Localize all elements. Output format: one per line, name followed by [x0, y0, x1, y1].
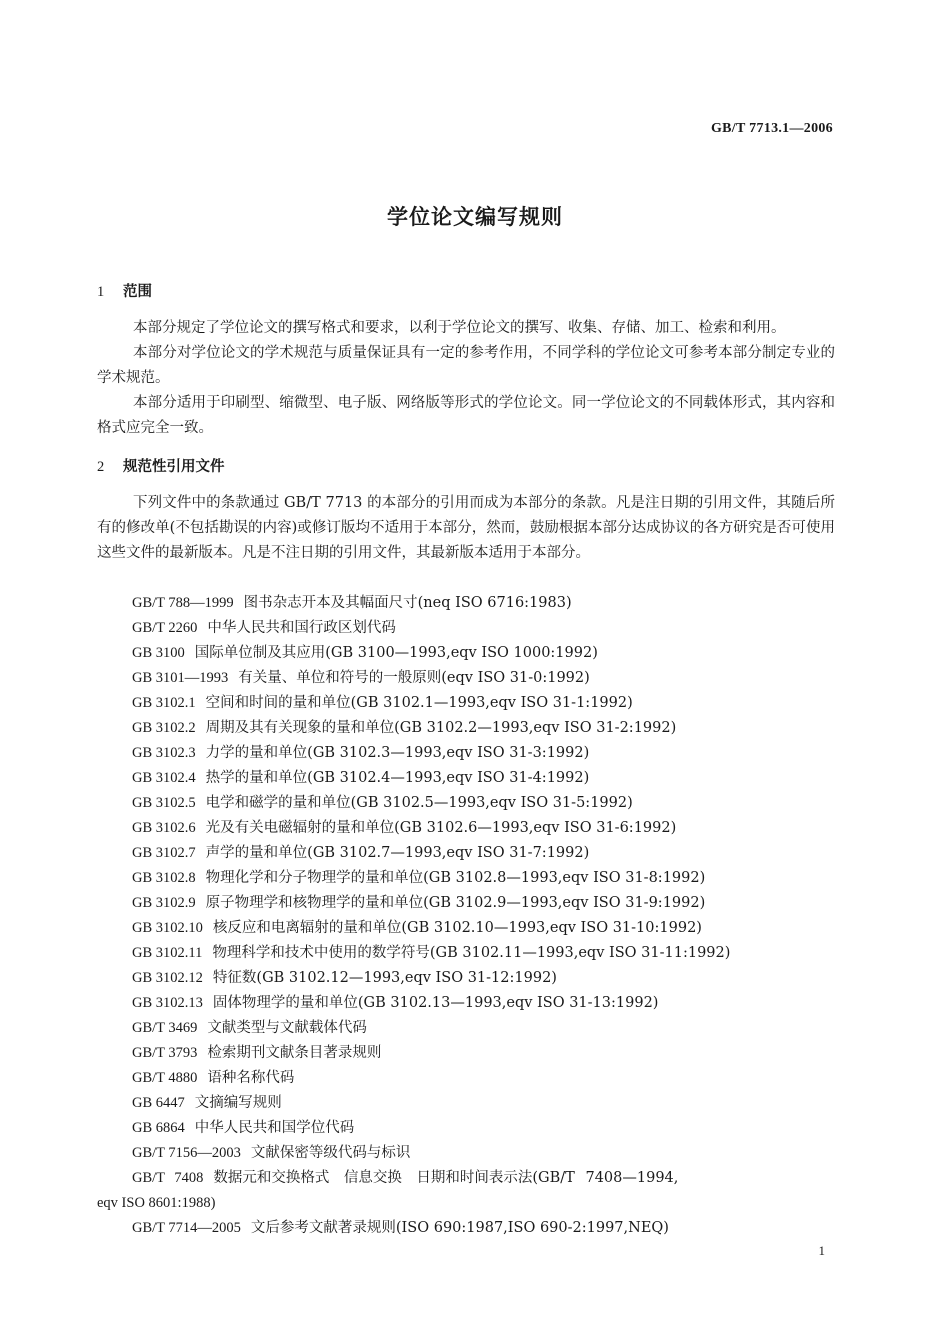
reference-code: GB 3102.1	[132, 695, 196, 711]
standard-number: GB/T 7713.1—2006	[710, 121, 833, 136]
list-item	[97, 666, 839, 691]
list-item	[97, 1016, 839, 1041]
list-item	[97, 1041, 839, 1066]
reference-code: GB 3102.13	[132, 995, 203, 1011]
reference-title: 有关量、单位和符号的一般原则(eqv ISO 31-0:1992)	[238, 670, 590, 686]
reference-title: 文献保密等级代码与标识	[250, 1145, 411, 1161]
section-title: 范围	[123, 284, 152, 300]
list-item	[97, 1141, 839, 1166]
list-item	[97, 1091, 839, 1116]
reference-code: GB/T 3793	[132, 1045, 198, 1061]
reference-title: 检索期刊文献条目著录规则	[207, 1045, 382, 1061]
list-item	[97, 616, 839, 641]
reference-title: 数据元和交换格式 信息交换 日期和时间表示法(GB/T 7408—1994,	[213, 1170, 679, 1186]
normative-references-intro: 下列文件中的条款通过 GB/T 7713 的本部分的引用而成为本部分的条款。凡是注日期的引用文件，其随后所有的修改单(不包括勘误的内容)或修订版均不适用于本部分，然而，鼓励根据本部分达成协议的各方研究是否可使用这些文件的最新版本。凡是不注日期的引用文件，其最新版本适用于本部分。	[97, 495, 835, 561]
reference-code: GB/T 4880	[132, 1070, 198, 1086]
list-item	[97, 591, 839, 616]
reference-title: 图书杂志开本及其幅面尺寸(neq ISO 6716:1983)	[243, 595, 572, 611]
list-item	[97, 1166, 839, 1211]
section-heading-scope	[97, 280, 152, 301]
reference-title: 核反应和电离辐射的量和单位(GB 3102.10—1993,eqv ISO 31-10:1992)	[212, 920, 702, 936]
reference-title: 文献类型与文献载体代码	[207, 1020, 367, 1036]
reference-code: GB 3102.10	[132, 920, 203, 936]
reference-title: 原子物理学和核物理学的量和单位(GB 3102.9—1993,eqv ISO 31-9:1992)	[205, 895, 706, 911]
reference-title: 力学的量和单位(GB 3102.3—1993,eqv ISO 31-3:1992)	[205, 745, 590, 761]
reference-code: GB 3102.11	[132, 945, 203, 961]
reference-code: GB 3102.9	[132, 895, 196, 911]
section-number: 2	[97, 459, 105, 475]
reference-code: GB/T 7156—2003	[132, 1145, 241, 1161]
reference-title: 空间和时间的量和单位(GB 3102.1—1993,eqv ISO 31-1:1992)	[205, 695, 633, 711]
list-item	[97, 816, 839, 841]
reference-list	[97, 591, 839, 1241]
reference-code: GB/T 7714—2005	[132, 1220, 241, 1236]
list-item	[97, 891, 839, 916]
list-item	[97, 741, 839, 766]
reference-title-continuation: eqv ISO 8601:1988)	[97, 1195, 216, 1211]
list-item	[97, 916, 839, 941]
reference-title: 固体物理学的量和单位(GB 3102.13—1993,eqv ISO 31-13:1992)	[212, 995, 659, 1011]
reference-code: GB 3102.2	[132, 720, 196, 736]
list-item	[97, 941, 839, 966]
scope-paragraph-2: 本部分对学位论文的学术规范与质量保证具有一定的参考作用，不同学科的学位论文可参考本部分制定专业的学术规范。	[97, 345, 835, 386]
reference-title: 中华人民共和国学位代码	[194, 1120, 355, 1136]
reference-code: GB 3102.12	[132, 970, 203, 986]
reference-code: GB/T 7408	[132, 1170, 204, 1186]
page-number: 1	[818, 1243, 825, 1258]
reference-code: GB 3102.8	[132, 870, 196, 886]
list-item	[97, 716, 839, 741]
section-title: 规范性引用文件	[123, 459, 225, 475]
reference-code: GB 3102.7	[132, 845, 196, 861]
reference-code: GB/T 788—1999	[132, 595, 234, 611]
reference-code: GB 3102.5	[132, 795, 196, 811]
reference-title: 物理科学和技术中使用的数学符号(GB 3102.11—1993,eqv ISO 31-11:1992)	[212, 945, 731, 961]
list-item	[97, 1066, 839, 1091]
reference-code: GB 3102.3	[132, 745, 196, 761]
reference-title: 特征数(GB 3102.12—1993,eqv ISO 31-12:1992)	[212, 970, 557, 986]
list-item	[97, 866, 839, 891]
reference-title: 周期及其有关现象的量和单位(GB 3102.2—1993,eqv ISO 31-2:1992)	[205, 720, 677, 736]
reference-title: 文后参考文献著录规则(ISO 690:1987,ISO 690-2:1997,NEQ)	[250, 1220, 669, 1236]
reference-title: 声学的量和单位(GB 3102.7—1993,eqv ISO 31-7:1992)	[205, 845, 590, 861]
list-item	[97, 966, 839, 991]
list-item	[97, 991, 839, 1016]
section-heading-normative-references	[97, 455, 225, 476]
reference-title: 物理化学和分子物理学的量和单位(GB 3102.8—1993,eqv ISO 31-8:1992)	[205, 870, 706, 886]
list-item	[97, 791, 839, 816]
list-item	[97, 1116, 839, 1141]
reference-title: 语种名称代码	[207, 1070, 295, 1086]
list-item	[97, 641, 839, 666]
list-item	[97, 1216, 839, 1241]
reference-title: 中华人民共和国行政区划代码	[207, 620, 396, 636]
reference-code: GB 6447	[132, 1095, 185, 1111]
reference-code: GB 3102.4	[132, 770, 196, 786]
reference-code: GB 3101—1993	[132, 670, 229, 686]
list-item	[97, 691, 839, 716]
reference-title: 文摘编写规则	[194, 1095, 282, 1111]
scope-paragraph-1: 本部分规定了学位论文的撰写格式和要求，以利于学位论文的撰写、收集、存储、加工、检索和利用。	[133, 320, 786, 336]
reference-code: GB/T 3469	[132, 1020, 198, 1036]
reference-code: GB/T 2260	[132, 620, 198, 636]
reference-title: 热学的量和单位(GB 3102.4—1993,eqv ISO 31-4:1992)	[205, 770, 590, 786]
section-number: 1	[97, 284, 105, 300]
reference-code: GB 3100	[132, 645, 185, 661]
list-item	[97, 766, 839, 791]
reference-title: 光及有关电磁辐射的量和单位(GB 3102.6—1993,eqv ISO 31-6:1992)	[205, 820, 677, 836]
reference-title: 电学和磁学的量和单位(GB 3102.5—1993,eqv ISO 31-5:1992)	[205, 795, 633, 811]
reference-code: GB 3102.6	[132, 820, 196, 836]
reference-code: GB 6864	[132, 1120, 185, 1136]
list-item	[97, 841, 839, 866]
scope-paragraph-3: 本部分适用于印刷型、缩微型、电子版、网络版等形式的学位论文。同一学位论文的不同载体形式，其内容和格式应完全一致。	[97, 395, 835, 436]
document-title: 学位论文编写规则	[387, 205, 563, 229]
reference-title: 国际单位制及其应用(GB 3100—1993,eqv ISO 1000:1992)	[194, 645, 598, 661]
